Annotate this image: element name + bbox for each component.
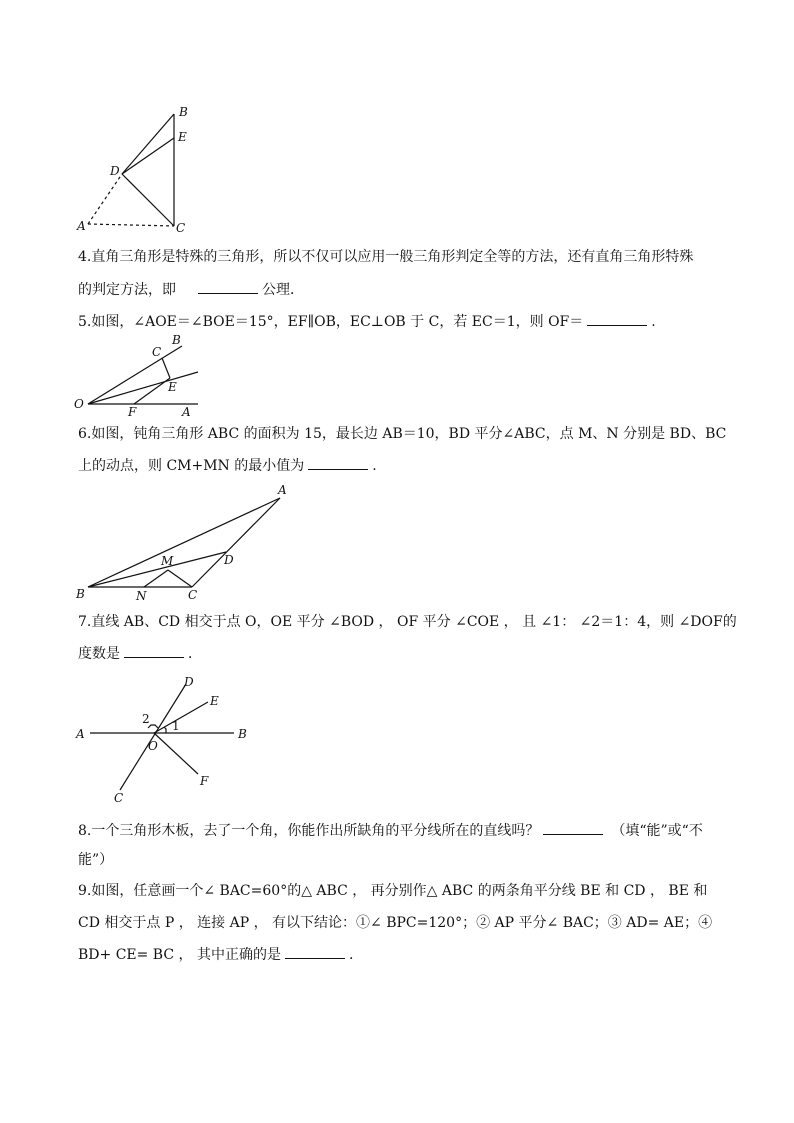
segment-dc bbox=[122, 174, 174, 226]
figure-intersecting-lines bbox=[72, 672, 262, 810]
q4-line1: 4.直角三角形是特殊的三角形，所以不仅可以应用一般三角形判定全等的方法，还有直角三角形特殊 bbox=[78, 249, 694, 265]
label-f5: F bbox=[128, 405, 137, 419]
segment-nm bbox=[144, 570, 168, 587]
label-a6: A bbox=[278, 483, 287, 497]
label-a7: A bbox=[76, 727, 85, 741]
q8-answer-blank[interactable] bbox=[543, 820, 603, 835]
label-b5: B bbox=[172, 333, 181, 347]
q9-line1: 9.如图，任意画一个∠ BAC=60°的△ ABC ， 再分别作△ ABC 的两条角平分线 BE 和 CD ， BE 和 bbox=[78, 883, 708, 899]
segment-ec bbox=[162, 358, 170, 378]
label-o5: O bbox=[74, 397, 84, 411]
label-c5: C bbox=[152, 345, 162, 359]
label-o7: O bbox=[148, 739, 158, 753]
q9-answer-blank[interactable] bbox=[285, 944, 345, 959]
q8-line1: 8.一个三角形木板，去了一个角，你能作出所缺角的平分线所在的直线吗？ （填“能”或“不 bbox=[78, 820, 728, 841]
ray-oe bbox=[88, 372, 198, 404]
ray-of7 bbox=[154, 733, 198, 774]
label-e: E bbox=[178, 130, 187, 144]
label-d7: D bbox=[184, 675, 194, 689]
label-c7: C bbox=[114, 791, 124, 805]
q8-line2: 能”） bbox=[78, 852, 114, 868]
label-a5: A bbox=[182, 405, 191, 419]
ray-ob bbox=[88, 346, 182, 404]
label-b7: B bbox=[238, 727, 247, 741]
q6-line1: 6.如图，钝角三角形 ABC 的面积为 15，最长边 AB＝10，BD 平分∠ABC，点 M、N 分别是 BD、BC bbox=[78, 426, 727, 442]
label-c6: C bbox=[188, 588, 198, 602]
q5-answer-blank[interactable] bbox=[587, 311, 647, 326]
label-angle-2: 2 bbox=[142, 712, 150, 726]
segment-ad-dashed bbox=[88, 174, 122, 224]
figure-triangle-bdec bbox=[70, 100, 200, 240]
q7-answer-blank[interactable] bbox=[124, 643, 184, 658]
label-m6: M bbox=[161, 554, 174, 568]
segment-ab bbox=[88, 498, 280, 587]
label-c: C bbox=[176, 221, 186, 235]
label-n6: N bbox=[136, 589, 147, 603]
label-e5: E bbox=[168, 380, 177, 394]
label-angle-1: 1 bbox=[172, 719, 180, 733]
segment-ef bbox=[134, 378, 170, 404]
segment-ca bbox=[192, 498, 280, 587]
segment-ac-dashed bbox=[88, 224, 174, 226]
label-b: B bbox=[179, 105, 188, 119]
label-a: A bbox=[77, 219, 86, 233]
angle-arc-1 bbox=[164, 727, 166, 733]
q6-answer-blank[interactable] bbox=[308, 455, 368, 470]
segment-mc bbox=[168, 570, 192, 587]
figure-obtuse-triangle bbox=[70, 482, 300, 604]
q5-line1: 5.如图，∠AOE＝∠BOE＝15°，EF∥OB，EC⊥OB 于 C，若 EC＝1，则 OF＝ . bbox=[78, 311, 728, 332]
label-e7: E bbox=[210, 694, 219, 708]
ray-oe7 bbox=[154, 702, 208, 733]
q9-line3: BD+ CE= BC ， 其中正确的是 . bbox=[78, 944, 728, 965]
q7-line2: 度数是 ． bbox=[78, 643, 728, 664]
segment-bd6 bbox=[88, 552, 226, 587]
label-d6: D bbox=[224, 553, 234, 567]
label-b6: B bbox=[76, 587, 85, 601]
label-d: D bbox=[110, 164, 120, 178]
q7-line1: 7.直线 AB、CD 相交于点 O，OE 平分 ∠BOD ， OF 平分 ∠COE ， 且 ∠1： ∠2＝1：4，则 ∠DOF的 bbox=[78, 614, 737, 630]
q4-answer-blank[interactable] bbox=[198, 279, 258, 294]
q9-line2: CD 相交于点 P ， 连接 AP ， 有以下结论：①∠ BPC=120°；② AP 平分∠ BAC；③ AD= AE；④ bbox=[78, 915, 713, 931]
figure-angle-oef bbox=[72, 334, 212, 418]
label-f7: F bbox=[200, 774, 209, 788]
q6-line2: 上的动点，则 CM+MN 的最小值为 . bbox=[78, 455, 728, 476]
line-cd bbox=[120, 684, 186, 790]
q4-line2: 的判定方法，即 公理． bbox=[78, 279, 728, 300]
